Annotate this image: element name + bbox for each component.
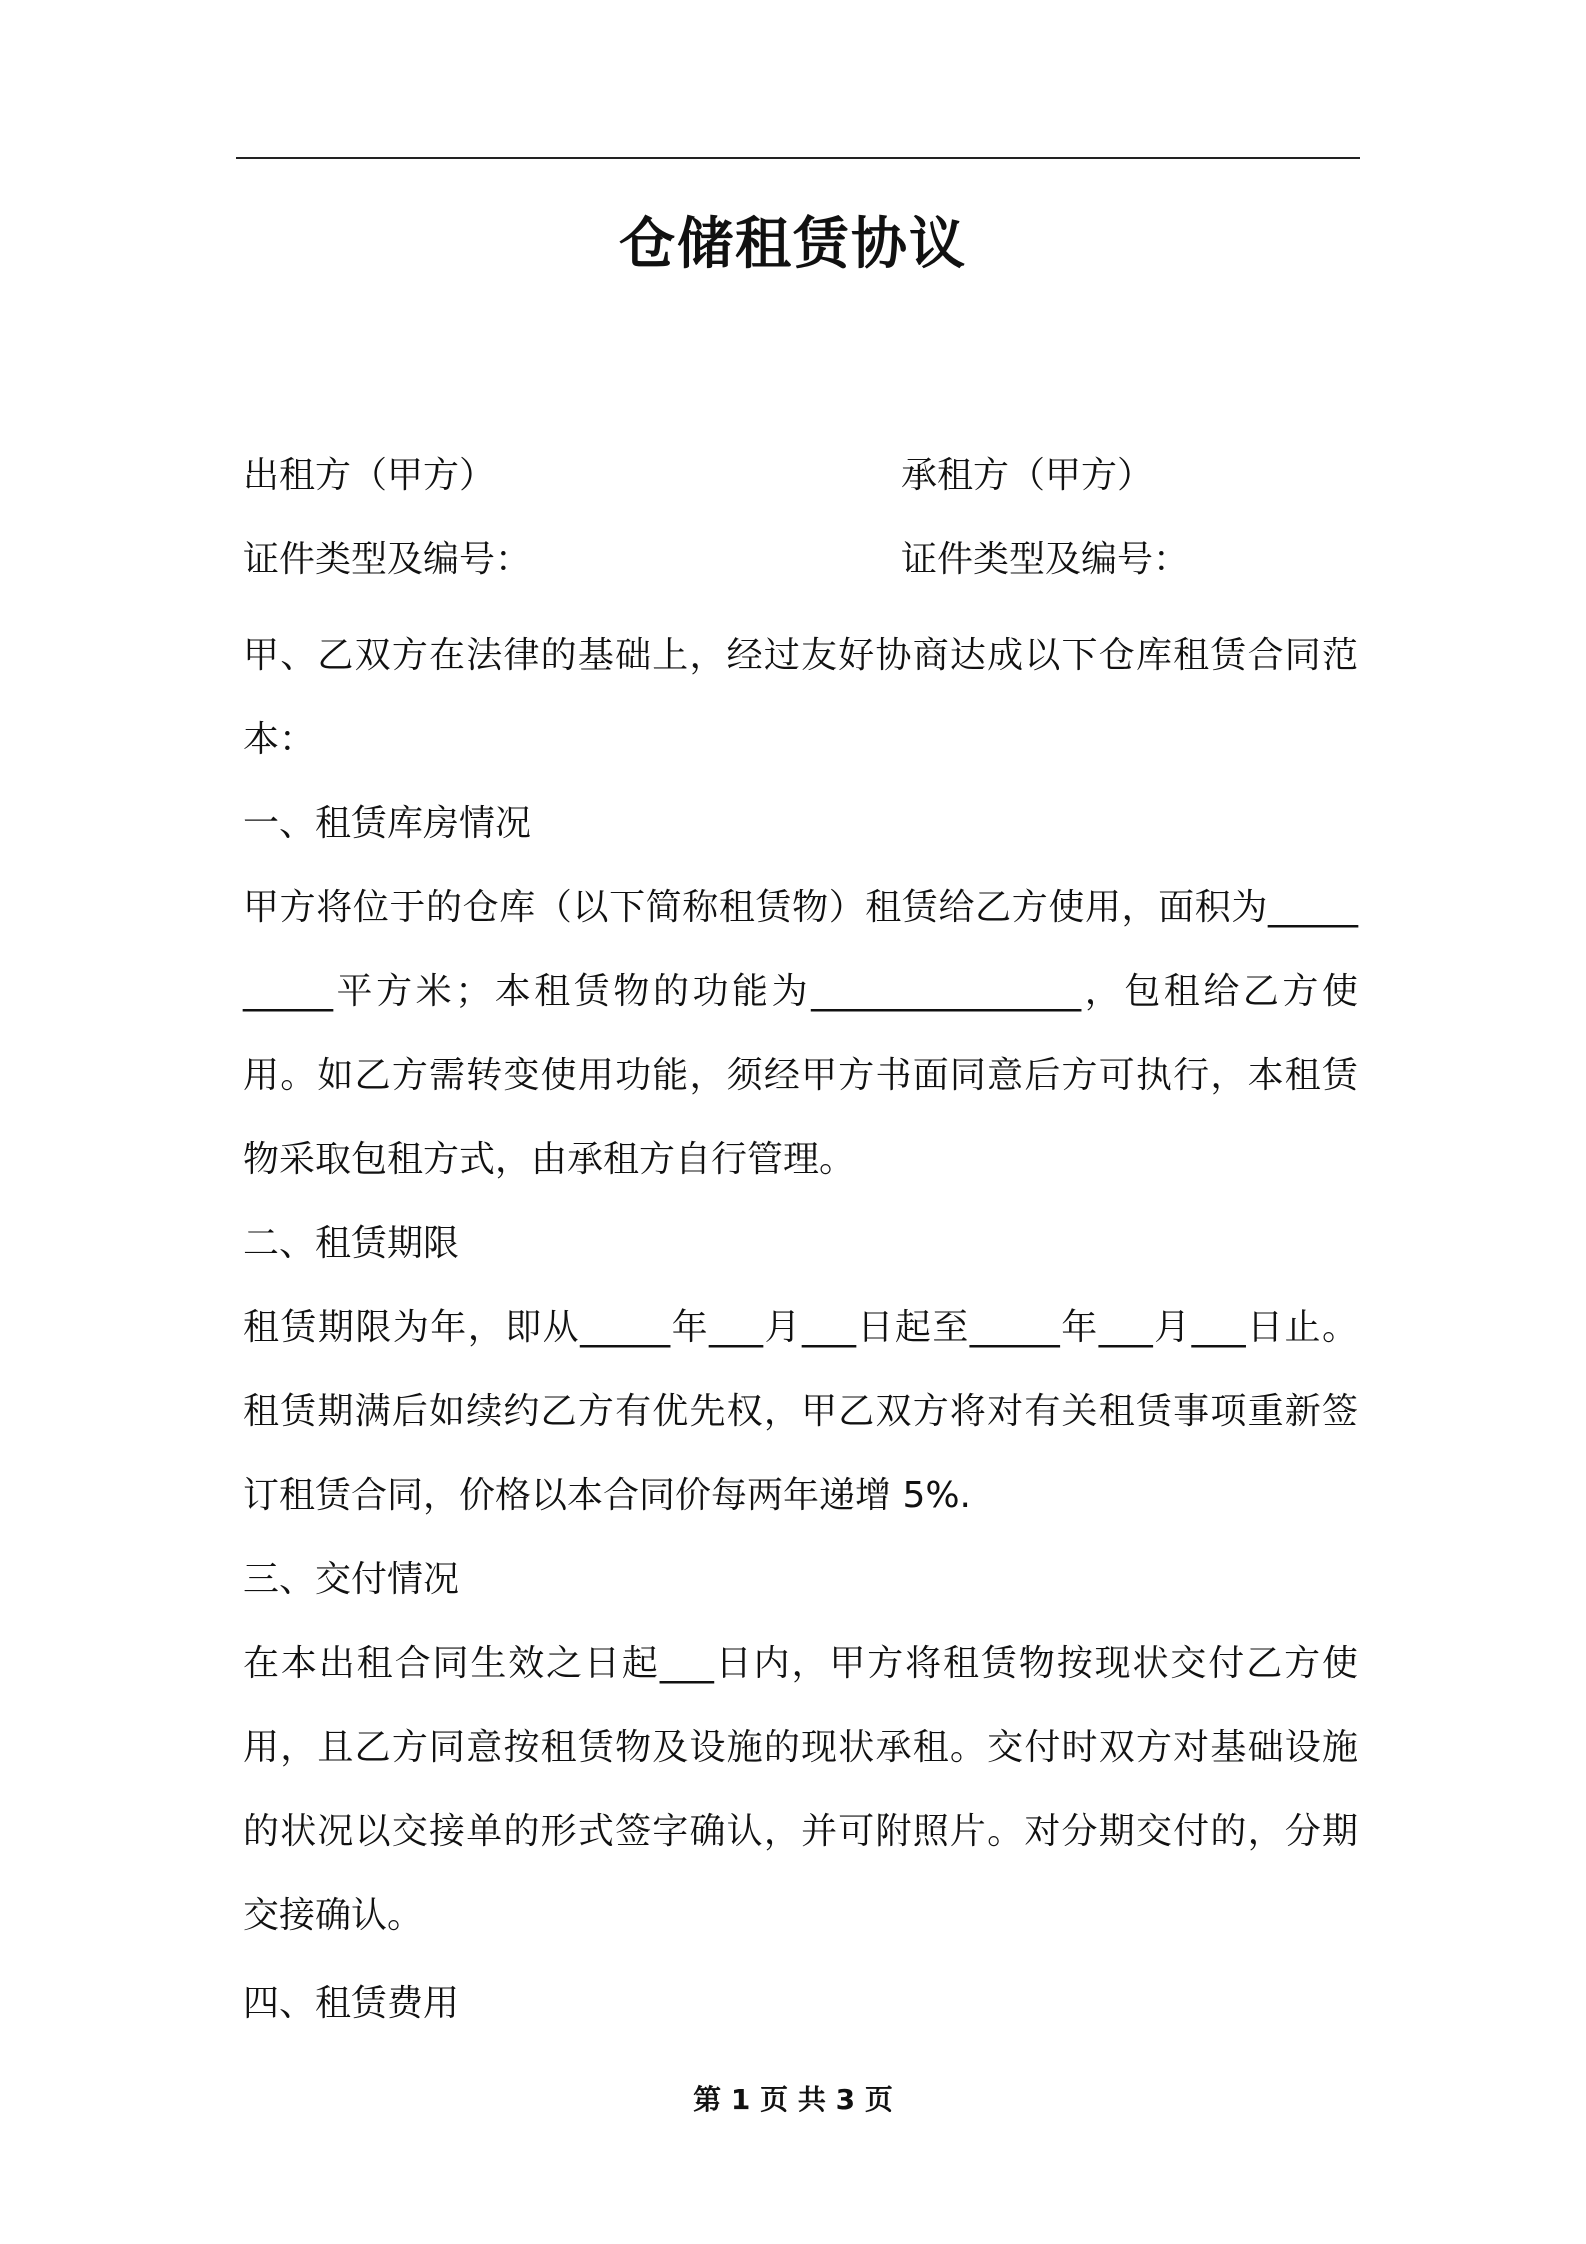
- section-heading-3: 三、交付情况: [243, 1559, 460, 1600]
- section-paragraph-3: 在本出租合同生效之日起___日内，甲方将租赁物按现状交付乙方使用，且乙方同意按租赁物及设施的现状承租。交付时双方对基础设施的状况以交接单的形式签字确认，并可附照片。对分期交付的，分期交接确认。: [243, 1643, 1358, 1936]
- header-rule: [236, 157, 1360, 159]
- section-heading-1: 一、租赁库房情况: [243, 803, 532, 844]
- page-number-footer: 第 1 页 共 3 页: [693, 2083, 893, 2116]
- section-paragraph-1: 甲方将位于的仓库（以下简称租赁物）租赁给乙方使用，面积为__________平方米；本租赁物的功能为_______________，包租给乙方使用。如乙方需转变使用功能，须经甲方书面同意后方可执行，本租赁物采取包租方式，由承租方自行管理。: [243, 887, 1358, 1180]
- lessee-id-label: 证件类型及编号：: [901, 539, 1190, 580]
- section-paragraph-2: 租赁期限为年，即从_____年___月___日起至_____年___月___日止。租赁期满后如续约乙方有优先权，甲乙双方将对有关租赁事项重新签订租赁合同，价格以本合同价每两年递增 5%.: [243, 1307, 1358, 1516]
- contract-body: [243, 614, 1358, 2046]
- intro-paragraph: 甲、乙双方在法律的基础上，经过友好协商达成以下仓库租赁合同范本：: [243, 635, 1358, 760]
- lessor-id-label: 证件类型及编号：: [243, 539, 532, 580]
- lessee-label: 承租方（甲方）: [901, 455, 1154, 496]
- section-heading-4: 四、租赁费用: [243, 1983, 460, 2024]
- section-heading-2: 二、租赁期限: [243, 1223, 460, 1264]
- document-title: 仓储租赁协议: [619, 212, 967, 277]
- lessor-label: 出租方（甲方）: [243, 455, 496, 496]
